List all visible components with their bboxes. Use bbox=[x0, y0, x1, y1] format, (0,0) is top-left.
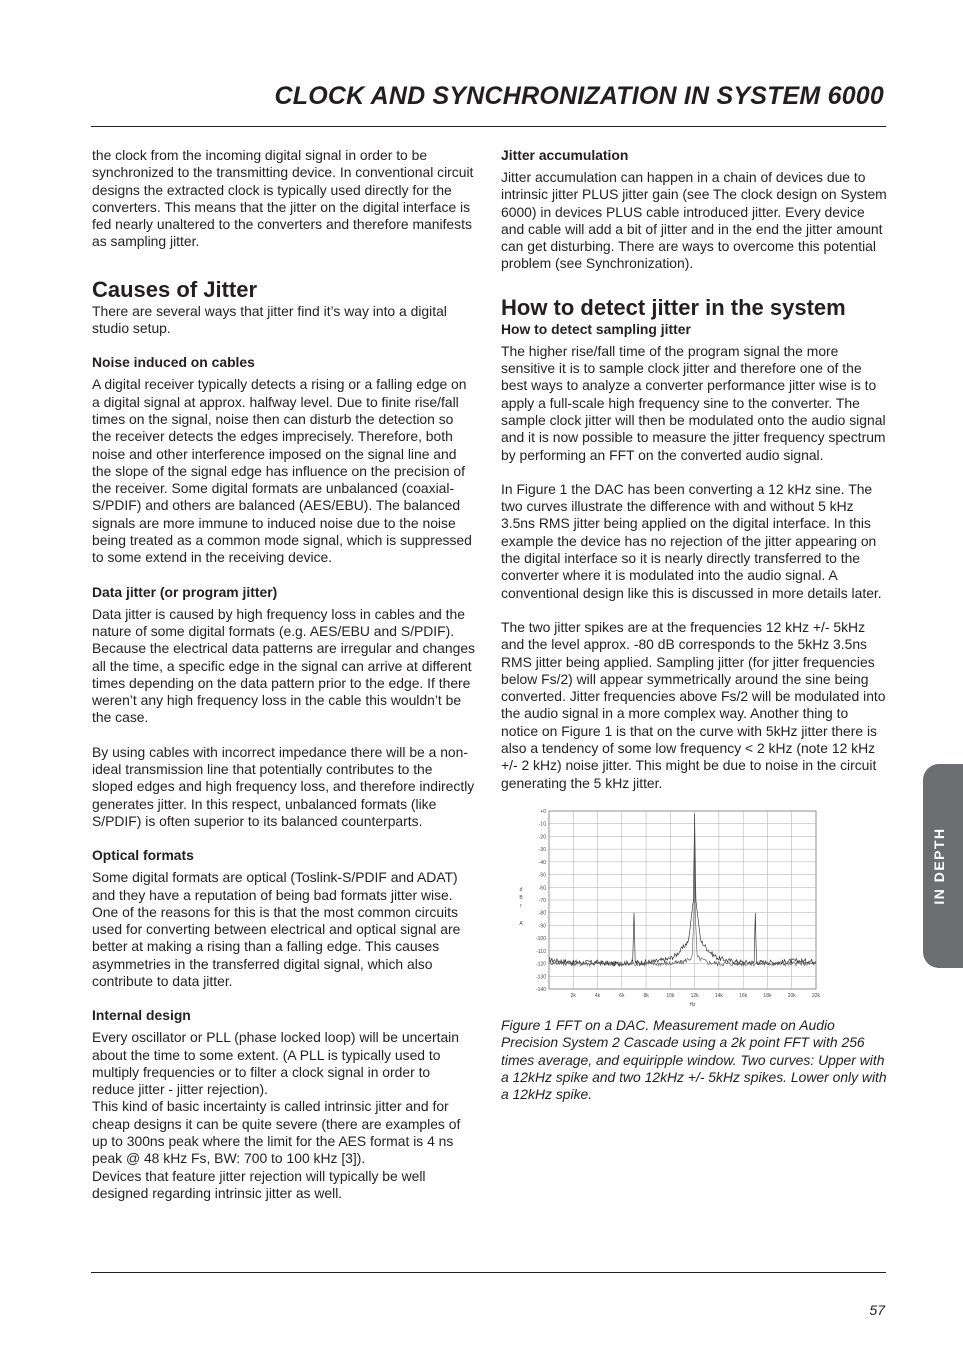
left-column bbox=[92, 147, 476, 1202]
data-jitter-paragraph-2: By using cables with incorrect impedance there will be a non-ideal transmission line that potentially contributes to the sloped edges and high frequency loss, and therefore indirectly generates jitter. In this respect, unbalanced formats (like S/PDIF) is often superior to its balanced counterparts. bbox=[92, 743, 475, 829]
y-tick-label: -60 bbox=[538, 885, 546, 892]
y-axis-label-char: A bbox=[519, 920, 523, 927]
header-rule bbox=[91, 126, 886, 127]
side-tab-label: IN DEPTH bbox=[931, 827, 947, 905]
y-tick-label: -20 bbox=[538, 834, 546, 841]
footer-rule bbox=[91, 1272, 886, 1273]
internal-paragraph-1: Every oscillator or PLL (phase locked loop) will be uncertain about the time to some extent. (A PLL is typically used to multiply frequencies or to filter a clock signal in order to reduce jitter - jitter rejection). bbox=[92, 1029, 459, 1098]
intro-paragraph: the clock from the incoming digital signal in order to be synchronized to the transmitting device. In conventional circuit designs the extracted clock is typically used directly for the converters. This means that the jitter on the digital interface is fed nearly unaltered to the converters and therefore manifests as sampling jitter. bbox=[92, 147, 474, 250]
accumulation-paragraph: Jitter accumulation can happen in a chain of devices due to intrinsic jitter PLUS jitter gain (see The clock design on System 6000) in devices PLUS cable introduced jitter. Every device and cable will add a bit of jitter and in the end the jitter amount can get disturbing. There are ways to overcome this potential problem (see Synchronization). bbox=[501, 169, 887, 272]
data-jitter-heading: Data jitter (or program jitter) bbox=[92, 583, 278, 600]
y-tick-label: -50 bbox=[538, 872, 546, 879]
internal-heading: Internal design bbox=[92, 1007, 191, 1024]
x-tick-label: 4k bbox=[594, 992, 601, 999]
y-tick-label: -10 bbox=[538, 821, 546, 828]
noise-paragraph: A digital receiver typically detects a rising or a falling edge on a digital signal at approx. halfway level. Due to finite rise/fall times on the signal, noise then can disturb the detection so the receiver detects the edges imprecisely. Therefore, both noise and other interference imposed on the signal line and the slope of the signal edge has influence on the precision of the receiver. Some digital formats are unbalanced (coaxial-S/PDIF) and others are balanced (AES/EBU). The balanced signals are more immune to induced noise due to the noise being treated as a common mode signal, which is suppressed to some extend in the receiving device. bbox=[92, 376, 472, 566]
figure-description-paragraph: In Figure 1 the DAC has been converting a 12 kHz sine. The two curves illustrate the difference with and without 5 kHz 3.5ns RMS jitter being applied on the digital interface. In this example the device has no rejection of the jitter appearing on the digital interface so it is nearly directly transferred to the converter where it is modulated into the audio signal. A conventional design like this is discussed in more details later. bbox=[501, 480, 882, 601]
optical-paragraph: Some digital formats are optical (Toslink-S/PDIF and ADAT) and they have a reputation of being bad formats jitter wise. One of the reasons for this is that the most common circuits used for converting between electrical and optical signal are better at making a rising than a falling edge. This causes asymmetries in the transferred digital signal, which also contribute to data jitter. bbox=[92, 869, 461, 989]
y-tick-label: -80 bbox=[538, 910, 546, 917]
y-tick-label: -90 bbox=[538, 923, 546, 930]
y-tick-label: -70 bbox=[538, 897, 546, 904]
fft-chart bbox=[501, 805, 889, 1008]
causes-paragraph: There are several ways that jitter find it’s way into a digital studio setup. bbox=[92, 302, 447, 337]
y-axis-label-char: r bbox=[520, 902, 522, 909]
y-tick-label: +0 bbox=[540, 808, 546, 815]
x-tick-label: 22k bbox=[811, 992, 821, 999]
y-tick-label: -30 bbox=[538, 847, 546, 854]
x-axis-label: Hz bbox=[689, 1001, 696, 1008]
x-tick-label: 8k bbox=[643, 992, 649, 999]
y-axis-label-char: B bbox=[519, 894, 523, 901]
y-tick-label: -110 bbox=[536, 948, 546, 955]
right-column bbox=[501, 147, 889, 1103]
x-tick-label: 12k bbox=[690, 992, 699, 999]
sampling-heading: How to detect sampling jitter bbox=[501, 320, 691, 337]
causes-heading: Causes of Jitter bbox=[92, 276, 258, 302]
page-title: CLOCK AND SYNCHRONIZATION IN SYSTEM 6000 bbox=[274, 82, 884, 110]
x-tick-label: 16k bbox=[739, 992, 748, 999]
fft-chart-svg bbox=[501, 805, 889, 1008]
noise-heading: Noise induced on cables bbox=[92, 354, 255, 371]
data-jitter-paragraph-1: Data jitter is caused by high frequency loss in cables and the nature of some digital formats (e.g. AES/EBU and S/PDIF). Because the electrical data patterns are irregular and changes all the time, a specific edge in the signal can arrive at different times depending on the data pattern prior to the edge. If there weren’t any high frequency loss in the cable this wouldn’t be the case. bbox=[92, 605, 475, 726]
sampling-paragraph: The higher rise/fall time of the program signal the more sensitive it is to sample clock jitter and therefore one of the best ways to analyze a converter performance jitter wise is to apply a full-scale high frequency sine to the converter. The sample clock jitter will then be modulated onto the audio signal and it is now possible to measure the jitter frequency spectrum by performing an FFT on the converted audio signal. bbox=[501, 342, 886, 463]
y-tick-label: -40 bbox=[538, 859, 546, 866]
detect-heading: How to detect jitter in the system bbox=[501, 294, 846, 320]
optical-heading: Optical formats bbox=[92, 847, 194, 864]
internal-paragraph-2: This kind of basic incertainty is called intrinsic jitter and for cheap designs it can be quite severe (there are examples of up to 300ns peak where the limit for the AES format is 4 ns peak @ 48 kHz Fs, BW: 700 to 100 kHz [3]). bbox=[92, 1098, 461, 1167]
x-tick-label: 18k bbox=[763, 992, 772, 999]
y-tick-label: -130 bbox=[535, 974, 546, 981]
x-tick-label: 2k bbox=[570, 992, 576, 999]
y-tick-label: -140 bbox=[535, 986, 546, 993]
internal-paragraph-3: Devices that feature jitter rejection will typically be well designed regarding intrinsic jitter as well. bbox=[92, 1167, 426, 1201]
spikes-paragraph: The two jitter spikes are at the frequencies 12 kHz +/- 5kHz and the level approx. -80 dB corresponds to the 5kHz 3.5ns RMS jitter being applied. Sampling jitter (for jitter frequencies below Fs/2) will appear symmetrically around the sine being converted. Jitter frequencies above Fs/2 will be modulated into the audio signal in a more complex way. Another thing to notice on Figure 1 is that on the curve with 5kHz jitter there is also a tendency of some low frequency < 2 kHz (note 12 kHz +/- 2 kHz) noise jitter. This might be due to noise in the circuit generating the 5 kHz jitter. bbox=[501, 618, 886, 791]
figure-caption: Figure 1 FFT on a DAC. Measurement made on Audio Precision System 2 Cascade using a 2k point FFT with 256 times average, and equiripple window. Two curves: Upper with a 12kHz spike and two 12kHz +/- 5kHz spikes. Lower only with a 12kHz spike. bbox=[501, 1016, 887, 1103]
accumulation-heading: Jitter accumulation bbox=[501, 147, 629, 163]
y-axis-label-char: d bbox=[519, 886, 523, 893]
x-tick-label: 20k bbox=[787, 992, 796, 999]
y-tick-label: -120 bbox=[535, 961, 546, 968]
x-tick-label: 6k bbox=[619, 992, 625, 999]
y-tick-label: -100 bbox=[535, 936, 546, 943]
page-number: 57 bbox=[869, 1302, 885, 1318]
x-tick-label: 14k bbox=[714, 992, 723, 999]
x-tick-label: 10k bbox=[666, 992, 675, 999]
